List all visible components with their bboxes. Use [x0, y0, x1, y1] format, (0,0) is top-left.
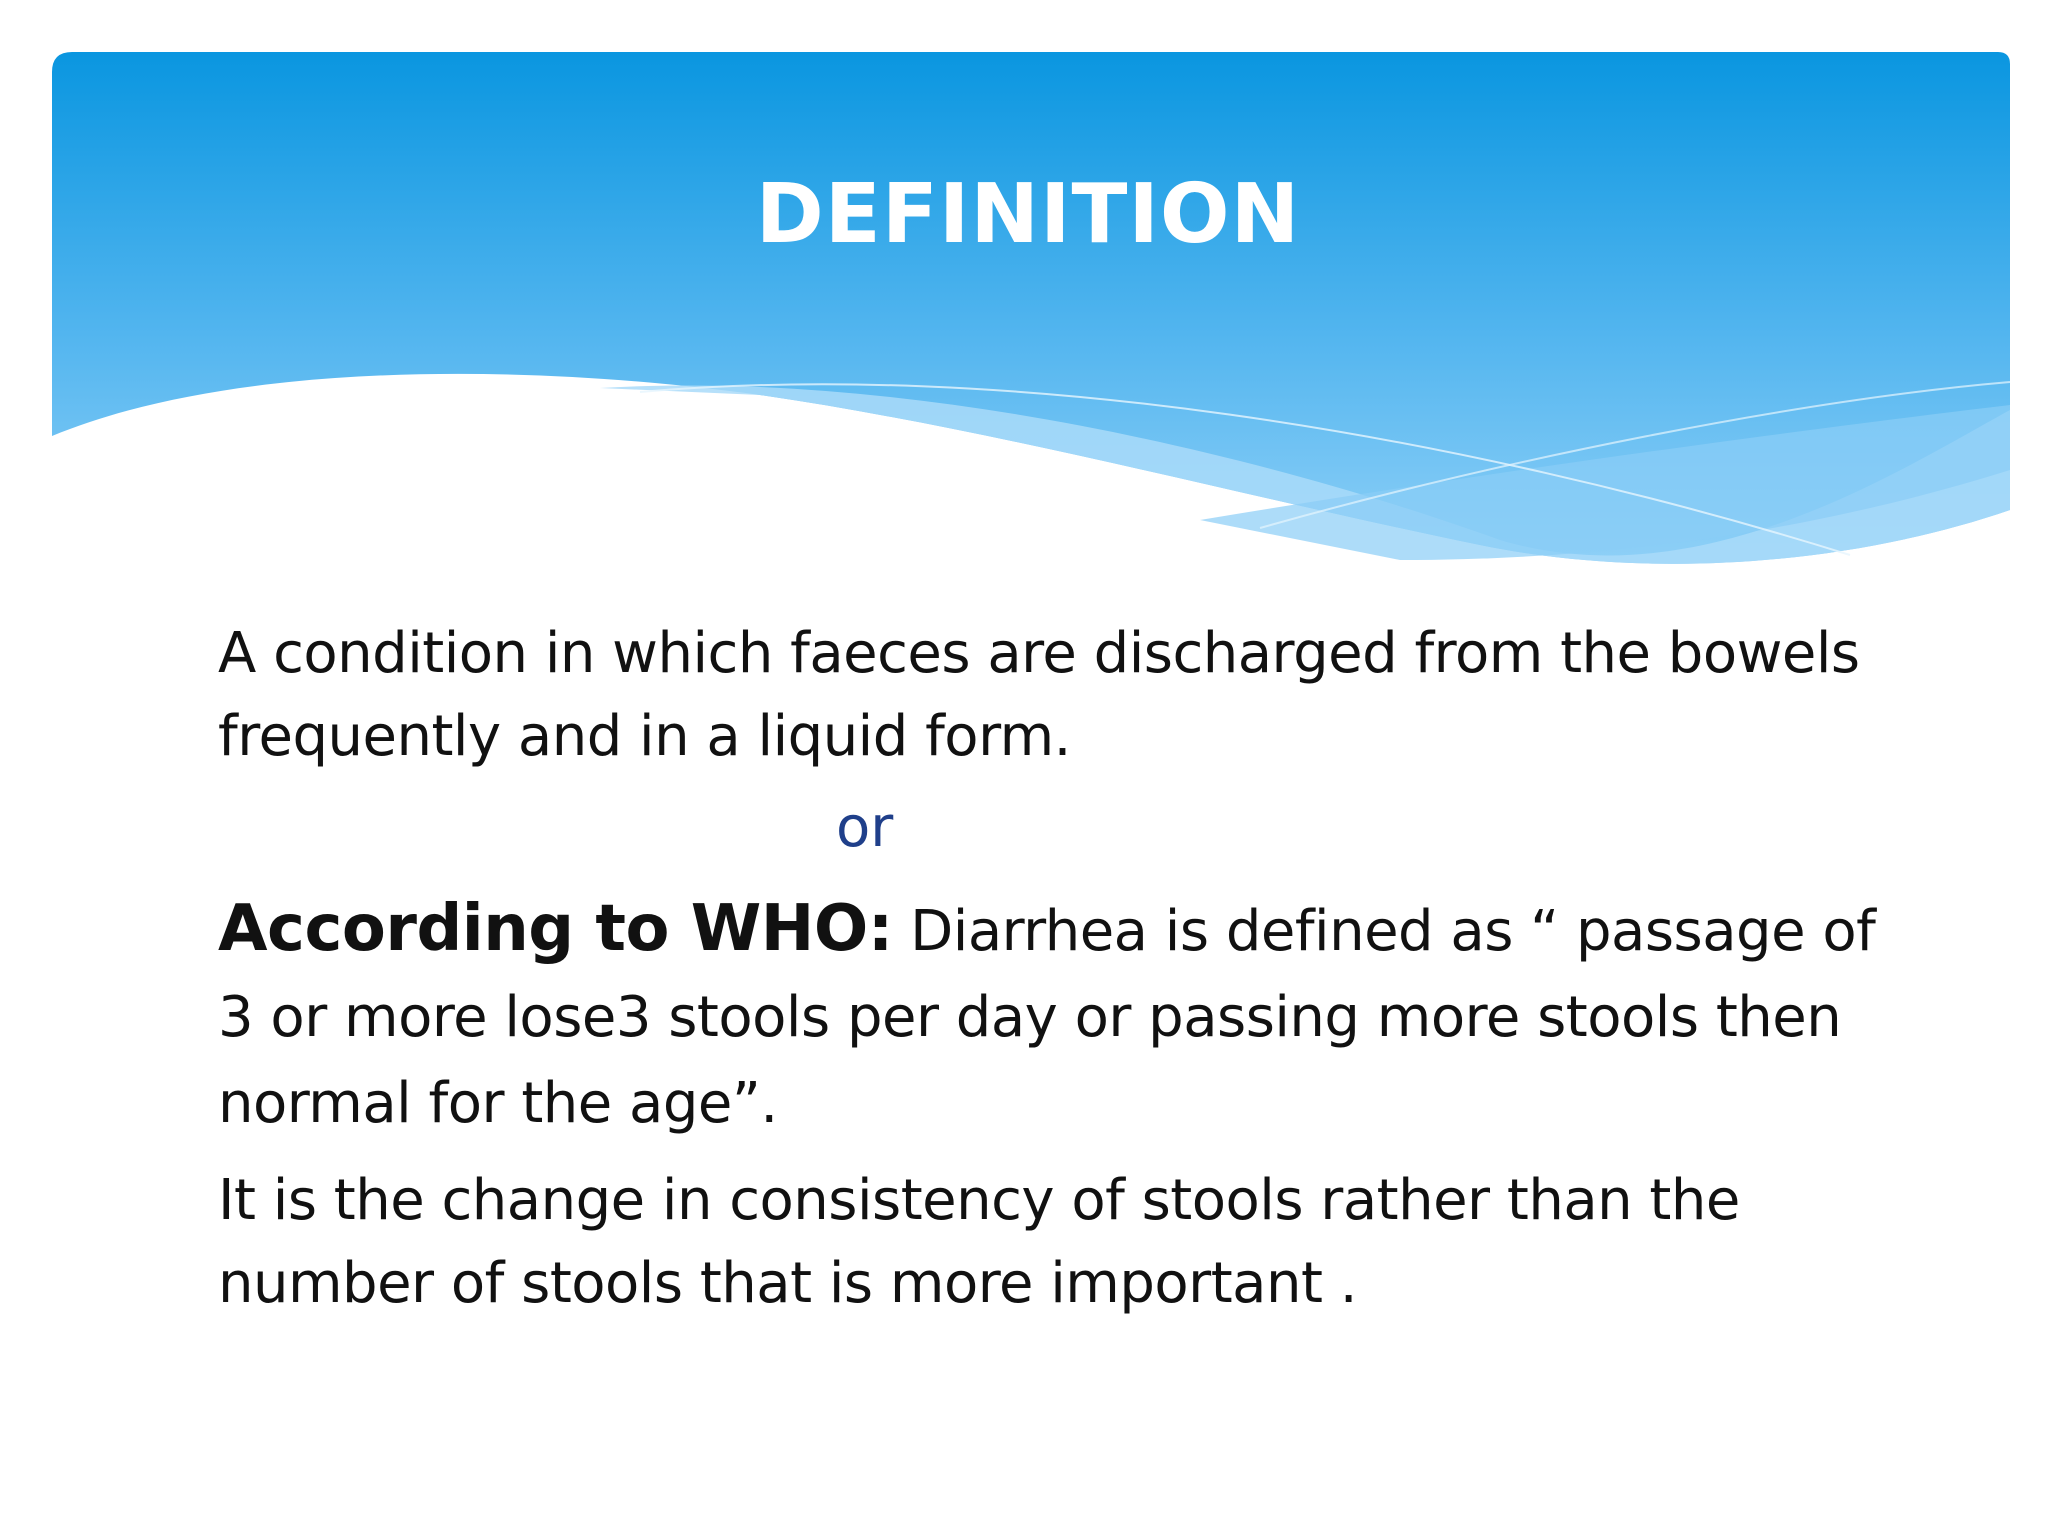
definition-paragraph: A condition in which faeces are discharged from the bowels frequently and in a liquid form.: [218, 621, 1860, 769]
slide-body: [218, 612, 1918, 1325]
who-label: According to WHO:: [218, 892, 893, 966]
who-definition-text: Diarrhea is defined as “ passage of 3 or more lose3 stools per day or passing more stools then normal for the age”.: [218, 899, 1876, 1136]
who-definition-paragraph: [218, 886, 1918, 1147]
slide-title: DEFINITION: [755, 167, 1301, 262]
consistency-note-paragraph: It is the change in consistency of stools rather than the number of stools that is more important .: [218, 1168, 1740, 1316]
or-separator: or: [836, 795, 894, 860]
header-wave-banner: [0, 0, 2048, 600]
